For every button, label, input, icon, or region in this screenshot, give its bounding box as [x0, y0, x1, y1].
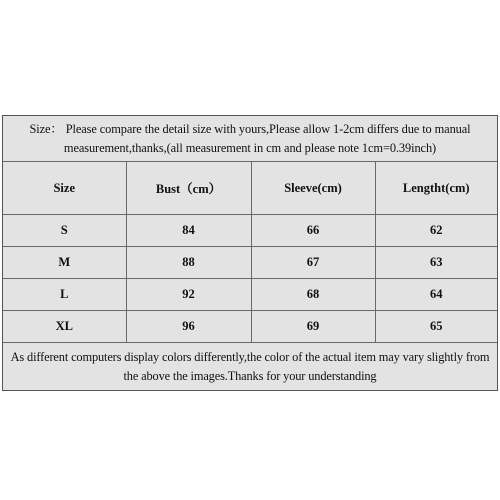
- size-note: [3, 120, 497, 158]
- table-row: [3, 247, 497, 279]
- length-cell: 64: [375, 279, 497, 311]
- size-cell: L: [3, 279, 126, 311]
- bust-cell: 92: [126, 279, 251, 311]
- table-row: [3, 311, 497, 343]
- bust-cell: 84: [126, 215, 251, 247]
- column-header-sleeve: Sleeve(cm): [251, 162, 375, 215]
- size-cell: S: [3, 215, 126, 247]
- column-header-length: Lengtht(cm): [375, 162, 497, 215]
- size-note-line-2: measurement,thanks,(all measurement in cm and please note 1cm=0.39inch): [63, 141, 437, 155]
- table-row: [3, 215, 497, 247]
- size-table: [3, 161, 497, 343]
- size-chart: [2, 115, 498, 391]
- color-disclaimer-line-1: As different computers display colors differently,the color of the actual item may vary slightly from: [10, 350, 490, 364]
- column-header-bust: Bust（cm）: [126, 162, 251, 215]
- length-cell: 63: [375, 247, 497, 279]
- column-header-size: Size: [3, 162, 126, 215]
- color-disclaimer: [3, 348, 497, 386]
- sleeve-cell: 66: [251, 215, 375, 247]
- table-row: [3, 279, 497, 311]
- sleeve-cell: 68: [251, 279, 375, 311]
- sleeve-cell: 69: [251, 311, 375, 343]
- length-cell: 62: [375, 215, 497, 247]
- bust-cell: 88: [126, 247, 251, 279]
- size-cell: M: [3, 247, 126, 279]
- color-disclaimer-line-2: the above the images.Thanks for your understanding: [123, 369, 377, 383]
- length-cell: 65: [375, 311, 497, 343]
- table-header-row: [3, 162, 497, 215]
- bust-cell: 96: [126, 311, 251, 343]
- sleeve-cell: 67: [251, 247, 375, 279]
- size-note-line-1: Size： Please compare the detail size with yours,Please allow 1-2cm differs due to manual: [29, 122, 471, 136]
- size-cell: XL: [3, 311, 126, 343]
